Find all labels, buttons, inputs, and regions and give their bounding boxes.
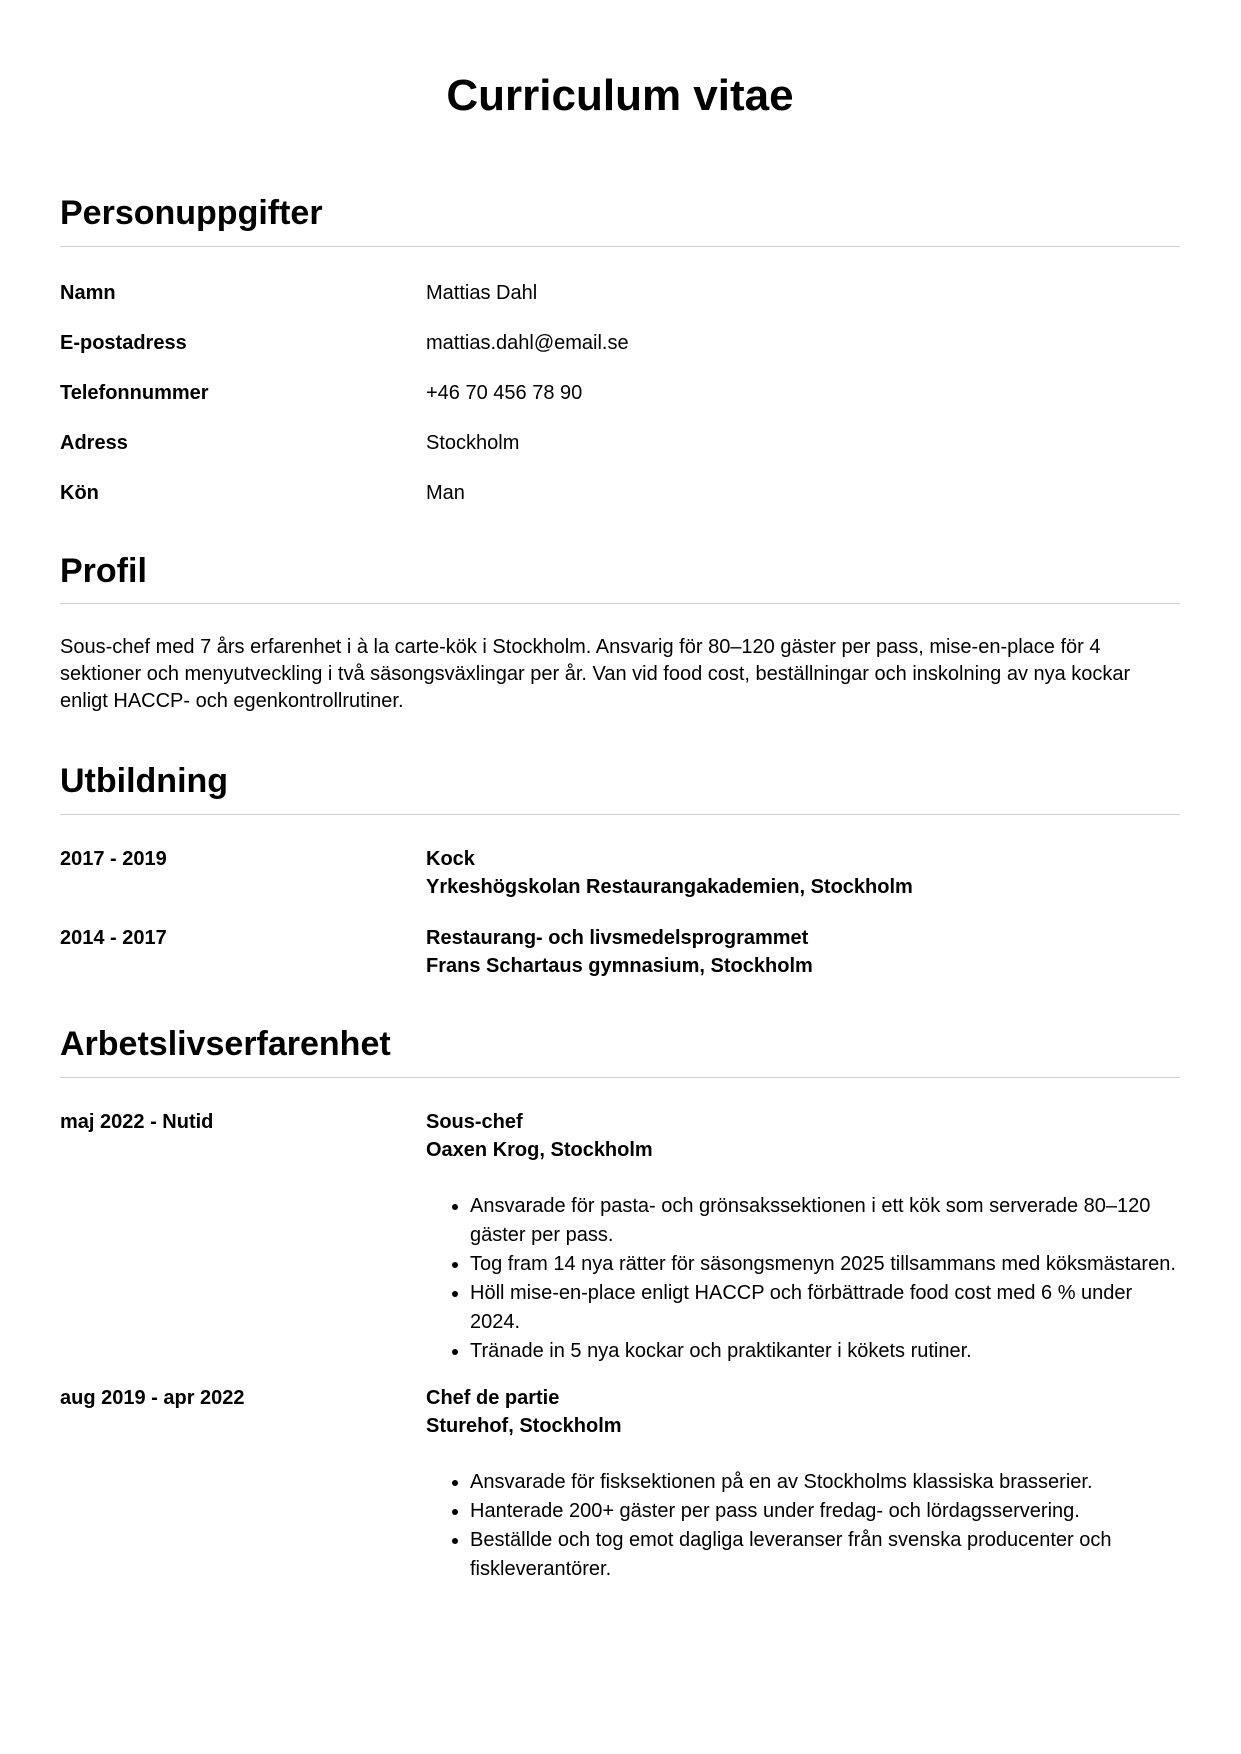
education-entry <box>60 924 1180 980</box>
entry-title: Chef de partie <box>426 1386 560 1409</box>
entry-title: Restaurang- och livsmedelsprogrammet <box>426 927 809 950</box>
entry-details <box>426 845 1180 901</box>
entry-institution: Yrkeshögskolan Restaurangakademien, Stockholm <box>426 876 913 899</box>
entry-details <box>426 1108 1180 1366</box>
experience-heading: Arbetslivserfarenhet <box>60 1024 1180 1078</box>
entry-institution: Frans Schartaus gymnasium, Stockholm <box>426 955 813 978</box>
field-value: Stockholm <box>426 431 520 454</box>
education-entries <box>60 845 1180 980</box>
field-label: Namn <box>60 281 116 304</box>
field-value: Man <box>426 481 465 504</box>
entry-period: maj 2022 - Nutid <box>60 1110 214 1133</box>
entry-bullet-list <box>426 1192 1180 1366</box>
experience-entries <box>60 1108 1180 1584</box>
profile-text: Sous-chef med 7 års erfarenhet i à la carte-kök i Stockholm. Ansvarig för 80–120 gäster per pass, mise-en-place för 4 sektioner och menyutveckling i två säsongsväxlingar per år. Van vid food cost, beställningar och inskolning av nya kockar enligt HACCP- och egenkontrollrutiner. <box>60 636 1131 713</box>
experience-entry <box>60 1384 1180 1584</box>
field-row-address <box>60 429 1180 457</box>
field-label: Adress <box>60 431 128 454</box>
bullet-item: • Hanterade 200+ gäster per pass under fredag- och lördagsservering. <box>470 1497 1180 1526</box>
field-label: Kön <box>60 481 99 504</box>
entry-details <box>426 1384 1180 1584</box>
experience-entry <box>60 1108 1180 1366</box>
section-experience <box>60 1024 1180 1584</box>
entry-title: Sous-chef <box>426 1110 523 1133</box>
field-label: Telefonnummer <box>60 381 209 404</box>
bullet-item: • Ansvarade för fisksektionen på en av Stockholms klassiska brasserier. <box>470 1468 1180 1497</box>
bullet-item: • Beställde och tog emot dagliga leveranser från svenska producenter och fiskleverantörer. <box>470 1526 1180 1584</box>
education-entry <box>60 845 1180 901</box>
education-heading: Utbildning <box>60 761 1180 815</box>
personal-heading: Personuppgifter <box>60 193 1180 247</box>
field-label: E-postadress <box>60 331 187 354</box>
entry-bullet-list <box>426 1468 1180 1584</box>
bullet-item: • Ansvarade för pasta- och grönsakssektionen i ett kök som serverade 80–120 gäster per pass. <box>470 1192 1180 1250</box>
bullet-item: • Tränade in 5 nya kockar och praktikanter i kökets rutiner. <box>470 1337 1180 1366</box>
profile-heading: Profil <box>60 551 1180 605</box>
entry-period: 2017 - 2019 <box>60 848 167 871</box>
field-row-name <box>60 279 1180 307</box>
field-value: mattias.dahl@email.se <box>426 331 629 354</box>
section-profile <box>60 551 1180 716</box>
bullet-item: • Tog fram 14 nya rätter för säsongsmenyn 2025 tillsammans med köksmästaren. <box>470 1250 1180 1279</box>
entry-period: aug 2019 - apr 2022 <box>60 1386 245 1409</box>
section-personal <box>60 193 1180 507</box>
field-row-gender <box>60 479 1180 507</box>
page-title: Curriculum vitae <box>446 71 794 120</box>
field-row-phone <box>60 379 1180 407</box>
entry-period: 2014 - 2017 <box>60 927 167 950</box>
section-education <box>60 761 1180 980</box>
field-value: +46 70 456 78 90 <box>426 381 583 404</box>
entry-employer: Sturehof, Stockholm <box>426 1414 622 1437</box>
personal-details <box>60 279 1180 507</box>
field-value: Mattias Dahl <box>426 281 538 304</box>
bullet-item: • Höll mise-en-place enligt HACCP och förbättrade food cost med 6 % under 2024. <box>470 1279 1180 1337</box>
entry-employer: Oaxen Krog, Stockholm <box>426 1138 653 1161</box>
field-row-email <box>60 329 1180 357</box>
entry-details <box>426 924 1180 980</box>
entry-title: Kock <box>426 848 475 871</box>
